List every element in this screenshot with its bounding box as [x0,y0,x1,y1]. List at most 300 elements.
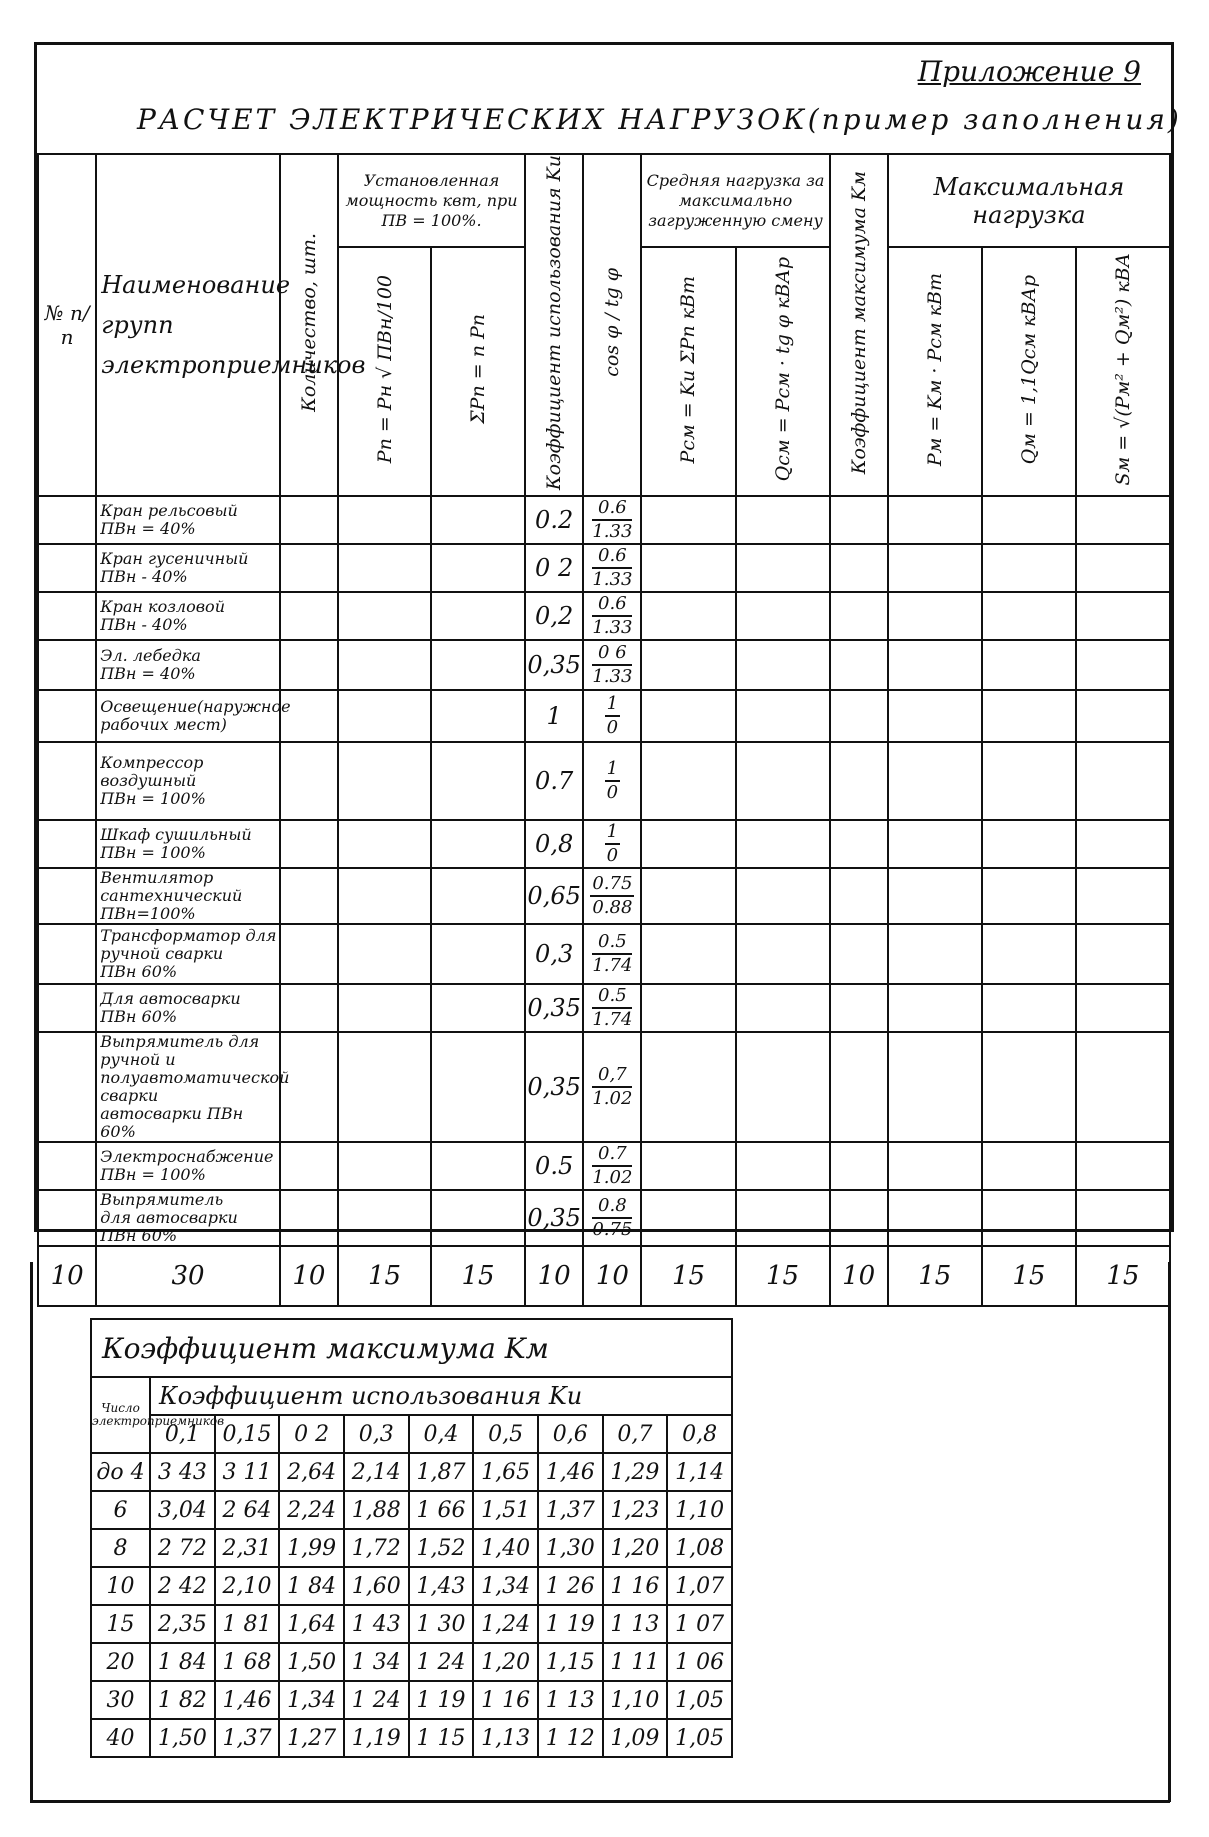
header-ki: Коэффициент использования Kи [543,155,566,491]
row-name: Шкаф сушильный ПВн = 100% [96,820,280,868]
empty-cell [888,640,982,690]
km-value: 1 15 [409,1719,474,1757]
cos-tg-fraction [592,1143,632,1189]
empty-cell [431,544,525,592]
header-qty-cell [280,154,338,496]
empty-cell [338,820,431,868]
row-name: Выпрямитель для ручной и полуавтоматической сварки автосварки ПВн 60% [96,1032,280,1142]
km-value: 1,15 [538,1643,603,1681]
empty-cell [1076,1190,1170,1246]
cos-value: 0.75 [590,873,634,897]
row-ki: 0.7 [525,742,583,820]
row-cos-tg [583,640,641,690]
km-row [91,1491,732,1529]
km-value: 1,07 [667,1567,732,1605]
column-size: 10 [38,1246,96,1306]
empty-cell [1076,1032,1170,1142]
cos-tg-fraction [592,497,632,543]
empty-cell [1076,496,1170,544]
row-ki: 0,2 [525,592,583,640]
column-size: 15 [1076,1246,1170,1306]
empty-cell [431,820,525,868]
data-rows [38,496,1170,1246]
km-ki-value: 0,6 [538,1415,603,1453]
empty-cell [982,924,1076,984]
column-size-row [38,1246,1170,1306]
km-value: 1,30 [538,1529,603,1567]
row-name: Эл. лебедка ПВн = 40% [96,640,280,690]
empty-cell [736,496,830,544]
km-ki-value: 0,4 [409,1415,474,1453]
tg-value: 1.33 [592,521,633,543]
empty-cell [641,496,735,544]
km-value: 1,24 [473,1605,538,1643]
km-ki-value: 0,3 [344,1415,409,1453]
km-corner: Число электроприемников [91,1377,150,1453]
row-cos-tg [583,1032,641,1142]
cos-tg-fraction [592,1064,632,1110]
km-row [91,1529,732,1567]
empty-cell [1076,690,1170,742]
empty-cell [338,690,431,742]
empty-cell [830,924,888,984]
empty-cell [641,544,735,592]
row-ki: 0,65 [525,868,583,924]
empty-cell [888,544,982,592]
empty-cell [338,640,431,690]
row-name: Для автосварки ПВн 60% [96,984,280,1032]
km-value: 1 06 [667,1643,732,1681]
km-value: 1 26 [538,1567,603,1605]
empty-cell [982,496,1076,544]
tg-value: 1.33 [592,666,633,688]
cos-value: 0,7 [592,1064,632,1088]
km-value: 1 34 [344,1643,409,1681]
empty-cell [280,496,338,544]
km-value: 1,65 [473,1453,538,1491]
empty-cell [431,868,525,924]
empty-cell [982,868,1076,924]
header-installed-power: Установленная мощность квт, при ПВ = 100%. [338,154,525,247]
tg-value: 1.33 [592,617,633,639]
empty-cell [38,1190,96,1246]
empty-cell [736,544,830,592]
empty-cell [280,640,338,690]
header-km-cell [830,154,888,496]
km-value: 1,46 [215,1681,280,1719]
empty-cell [641,820,735,868]
km-ki-value: 0,1 [150,1415,215,1453]
cos-tg-fraction [592,1195,632,1241]
km-value: 1,05 [667,1719,732,1757]
empty-cell [830,496,888,544]
empty-cell [38,742,96,820]
empty-cell [736,1190,830,1246]
row-cos-tg [583,1190,641,1246]
tg-value: 0 [606,845,619,867]
km-count: до 4 [91,1453,150,1491]
km-value: 1 84 [279,1567,344,1605]
empty-cell [431,496,525,544]
empty-cell [280,924,338,984]
cos-tg-fraction [590,873,634,919]
empty-cell [641,690,735,742]
column-size: 10 [525,1246,583,1306]
km-value: 1 16 [473,1681,538,1719]
empty-cell [431,1032,525,1142]
table-row [38,984,1170,1032]
empty-cell [280,742,338,820]
km-value: 1,34 [279,1681,344,1719]
empty-cell [982,984,1076,1032]
row-ki: 0 2 [525,544,583,592]
km-value: 1,43 [409,1567,474,1605]
km-value: 2,14 [344,1453,409,1491]
header-qcm-cell [736,247,830,496]
header-qm-cell [982,247,1076,496]
km-value: 1,37 [215,1719,280,1757]
column-size: 10 [280,1246,338,1306]
km-ki-value: 0,5 [473,1415,538,1453]
empty-cell [338,924,431,984]
empty-cell [280,1142,338,1190]
empty-cell [888,984,982,1032]
km-count: 15 [91,1605,150,1643]
km-value: 1 24 [409,1643,474,1681]
cos-value: 1 [605,821,620,845]
empty-cell [1076,1142,1170,1190]
empty-cell [888,592,982,640]
km-value: 2,10 [215,1567,280,1605]
empty-cell [736,1142,830,1190]
km-value: 1 30 [409,1605,474,1643]
empty-cell [38,868,96,924]
cos-value: 0.5 [592,985,632,1009]
empty-cell [888,1190,982,1246]
km-value: 3 11 [215,1453,280,1491]
row-cos-tg [583,496,641,544]
tg-value: 1.02 [592,1088,633,1110]
empty-cell [431,984,525,1032]
cos-value: 0 6 [592,642,632,666]
km-value: 1,29 [603,1453,668,1491]
header-cos-tg: cos φ / tg φ [601,268,624,377]
empty-cell [641,924,735,984]
header-name: Наименование групп электроприемников [96,154,280,496]
empty-cell [982,1032,1076,1142]
km-value: 1,50 [279,1643,344,1681]
km-value: 1,37 [538,1491,603,1529]
km-value: 2 64 [215,1491,280,1529]
empty-cell [641,640,735,690]
column-size: 10 [830,1246,888,1306]
empty-cell [280,1032,338,1142]
km-value: 1,05 [667,1681,732,1719]
km-value: 3,04 [150,1491,215,1529]
km-row [91,1681,732,1719]
empty-cell [338,496,431,544]
row-ki: 0.2 [525,496,583,544]
table-row [38,868,1170,924]
km-row [91,1567,732,1605]
row-name: Освещение(наружное рабочих мест) [96,690,280,742]
header-sum-pn: ΣPп = n Pп [467,314,489,425]
empty-cell [338,544,431,592]
km-value: 2,31 [215,1529,280,1567]
row-name: Кран рельсовый ПВн = 40% [96,496,280,544]
km-value: 1 12 [538,1719,603,1757]
km-ki-label: Коэффициент использования Kи [150,1377,732,1415]
km-value: 1 81 [215,1605,280,1643]
km-value: 1 82 [150,1681,215,1719]
calculation-sheet [34,42,1182,1292]
cos-tg-fraction [592,931,632,977]
empty-cell [982,592,1076,640]
header-cos-tg-cell [583,154,641,496]
empty-cell [38,984,96,1032]
empty-cell [431,1142,525,1190]
column-size: 15 [888,1246,982,1306]
empty-cell [1076,544,1170,592]
km-value: 1 07 [667,1605,732,1643]
table-row [38,496,1170,544]
km-value: 1,08 [667,1529,732,1567]
column-size: 30 [96,1246,280,1306]
empty-cell [982,640,1076,690]
km-row [91,1453,732,1491]
empty-cell [830,1142,888,1190]
empty-cell [888,1142,982,1190]
header-sum-pn-cell [431,247,525,496]
tg-value: 0.88 [592,897,633,919]
load-calculation-table [37,153,1171,1307]
cos-value: 0.6 [592,545,632,569]
row-name: Вентилятор сантехнический ПВн=100% [96,868,280,924]
empty-cell [431,742,525,820]
km-value: 1,10 [667,1491,732,1529]
km-value: 1,19 [344,1719,409,1757]
empty-cell [641,1142,735,1190]
header-sm-cell [1076,247,1170,496]
cos-tg-fraction [605,693,620,739]
km-value: 1,60 [344,1567,409,1605]
km-value: 1,50 [150,1719,215,1757]
km-value: 1,23 [603,1491,668,1529]
empty-cell [38,924,96,984]
header-pm: Pм = Kм · Pсм кВт [923,272,946,466]
km-count: 30 [91,1681,150,1719]
km-value: 1 19 [409,1681,474,1719]
cos-tg-fraction [592,593,632,639]
header-ki-cell [525,154,583,496]
empty-cell [982,690,1076,742]
km-value: 1,10 [603,1681,668,1719]
header-km: Коэффициент максимума Kм [847,170,870,475]
empty-cell [338,1190,431,1246]
frame-line [30,1800,1170,1803]
empty-cell [280,592,338,640]
empty-cell [736,640,830,690]
empty-cell [38,1032,96,1142]
row-ki: 0,35 [525,984,583,1032]
row-ki: 1 [525,690,583,742]
empty-cell [431,690,525,742]
cos-tg-fraction [605,758,620,804]
row-name: Кран козловой ПВн - 40% [96,592,280,640]
km-value: 1 16 [603,1567,668,1605]
row-cos-tg [583,924,641,984]
empty-cell [38,592,96,640]
km-table-body [91,1319,732,1757]
row-ki: 0.5 [525,1142,583,1190]
empty-cell [1076,984,1170,1032]
km-value: 1 84 [150,1643,215,1681]
km-value: 1,51 [473,1491,538,1529]
km-row [91,1643,732,1681]
km-value: 1,14 [667,1453,732,1491]
km-value: 1,20 [603,1529,668,1567]
header-max-load: Максимальная нагрузка [888,154,1170,247]
empty-cell [280,820,338,868]
empty-cell [1076,924,1170,984]
empty-cell [888,868,982,924]
tg-value: 1.74 [592,1009,633,1031]
column-size: 15 [641,1246,735,1306]
row-cos-tg [583,820,641,868]
empty-cell [338,592,431,640]
header-qty: Количество, шт. [297,233,320,412]
empty-cell [38,820,96,868]
km-value: 1,20 [473,1643,538,1681]
empty-cell [982,1190,1076,1246]
empty-cell [38,640,96,690]
row-ki: 0,35 [525,1190,583,1246]
header-pn: Pп = Pн √ ПВн/100 [373,275,396,464]
km-value: 1 68 [215,1643,280,1681]
empty-cell [1076,820,1170,868]
km-ki-value: 0,15 [215,1415,280,1453]
empty-cell [982,820,1076,868]
km-value: 2,35 [150,1605,215,1643]
cos-value: 0.8 [592,1195,632,1219]
column-size: 15 [338,1246,431,1306]
km-value: 1,40 [473,1529,538,1567]
row-name: Трансформатор для ручной сварки ПВн 60% [96,924,280,984]
empty-cell [736,868,830,924]
empty-cell [830,690,888,742]
km-value: 1,52 [409,1529,474,1567]
tg-value: 1.74 [592,955,633,977]
header-pm-cell [888,247,982,496]
empty-cell [736,742,830,820]
column-size: 15 [736,1246,830,1306]
table-row [38,690,1170,742]
empty-cell [736,984,830,1032]
empty-cell [888,690,982,742]
tg-value: 1.02 [592,1167,633,1189]
table-row [38,592,1170,640]
empty-cell [982,742,1076,820]
km-value: 2 72 [150,1529,215,1567]
empty-cell [830,984,888,1032]
cos-value: 1 [605,758,620,782]
empty-cell [888,924,982,984]
km-count: 40 [91,1719,150,1757]
empty-cell [641,1032,735,1142]
km-value: 1 11 [603,1643,668,1681]
empty-cell [830,544,888,592]
row-cos-tg [583,544,641,592]
row-cos-tg [583,868,641,924]
empty-cell [338,984,431,1032]
empty-cell [830,592,888,640]
km-value: 1,34 [473,1567,538,1605]
document-title: РАСЧЕТ ЭЛЕКТРИЧЕСКИХ НАГРУЗОК(пример заполнения) [137,103,1182,136]
empty-cell [280,868,338,924]
empty-cell [641,592,735,640]
empty-cell [338,742,431,820]
row-cos-tg [583,592,641,640]
column-size: 10 [583,1246,641,1306]
header-avg-load: Средняя нагрузка за максимально загруженную смену [641,154,829,247]
empty-cell [641,868,735,924]
km-value: 1,13 [473,1719,538,1757]
empty-cell [431,924,525,984]
empty-cell [1076,592,1170,640]
km-value: 2 42 [150,1567,215,1605]
max-coefficient-table [90,1318,733,1758]
cos-tg-fraction [592,642,632,688]
km-count: 8 [91,1529,150,1567]
km-value: 2,64 [279,1453,344,1491]
empty-cell [641,742,735,820]
empty-cell [888,742,982,820]
table-row [38,1190,1170,1246]
empty-cell [830,742,888,820]
km-value: 1,27 [279,1719,344,1757]
row-ki: 0,35 [525,1032,583,1142]
km-value: 1,09 [603,1719,668,1757]
cos-value: 1 [605,693,620,717]
empty-cell [641,984,735,1032]
empty-cell [830,1032,888,1142]
empty-cell [1076,742,1170,820]
frame-line [30,1262,33,1802]
table-row [38,820,1170,868]
km-ki-value: 0,8 [667,1415,732,1453]
empty-cell [338,868,431,924]
tg-value: 1.33 [592,569,633,591]
km-row [91,1605,732,1643]
table-row [38,544,1170,592]
cos-value: 0.7 [592,1143,632,1167]
km-value: 1,88 [344,1491,409,1529]
empty-cell [888,1032,982,1142]
empty-cell [888,496,982,544]
cos-value: 0.5 [592,931,632,955]
table-row [38,1032,1170,1142]
km-value: 1 13 [603,1605,668,1643]
empty-cell [338,1032,431,1142]
table-row [38,924,1170,984]
empty-cell [431,1190,525,1246]
km-value: 1 24 [344,1681,409,1719]
empty-cell [830,868,888,924]
cos-value: 0.6 [592,593,632,617]
row-cos-tg [583,984,641,1032]
empty-cell [736,690,830,742]
empty-cell [830,1190,888,1246]
